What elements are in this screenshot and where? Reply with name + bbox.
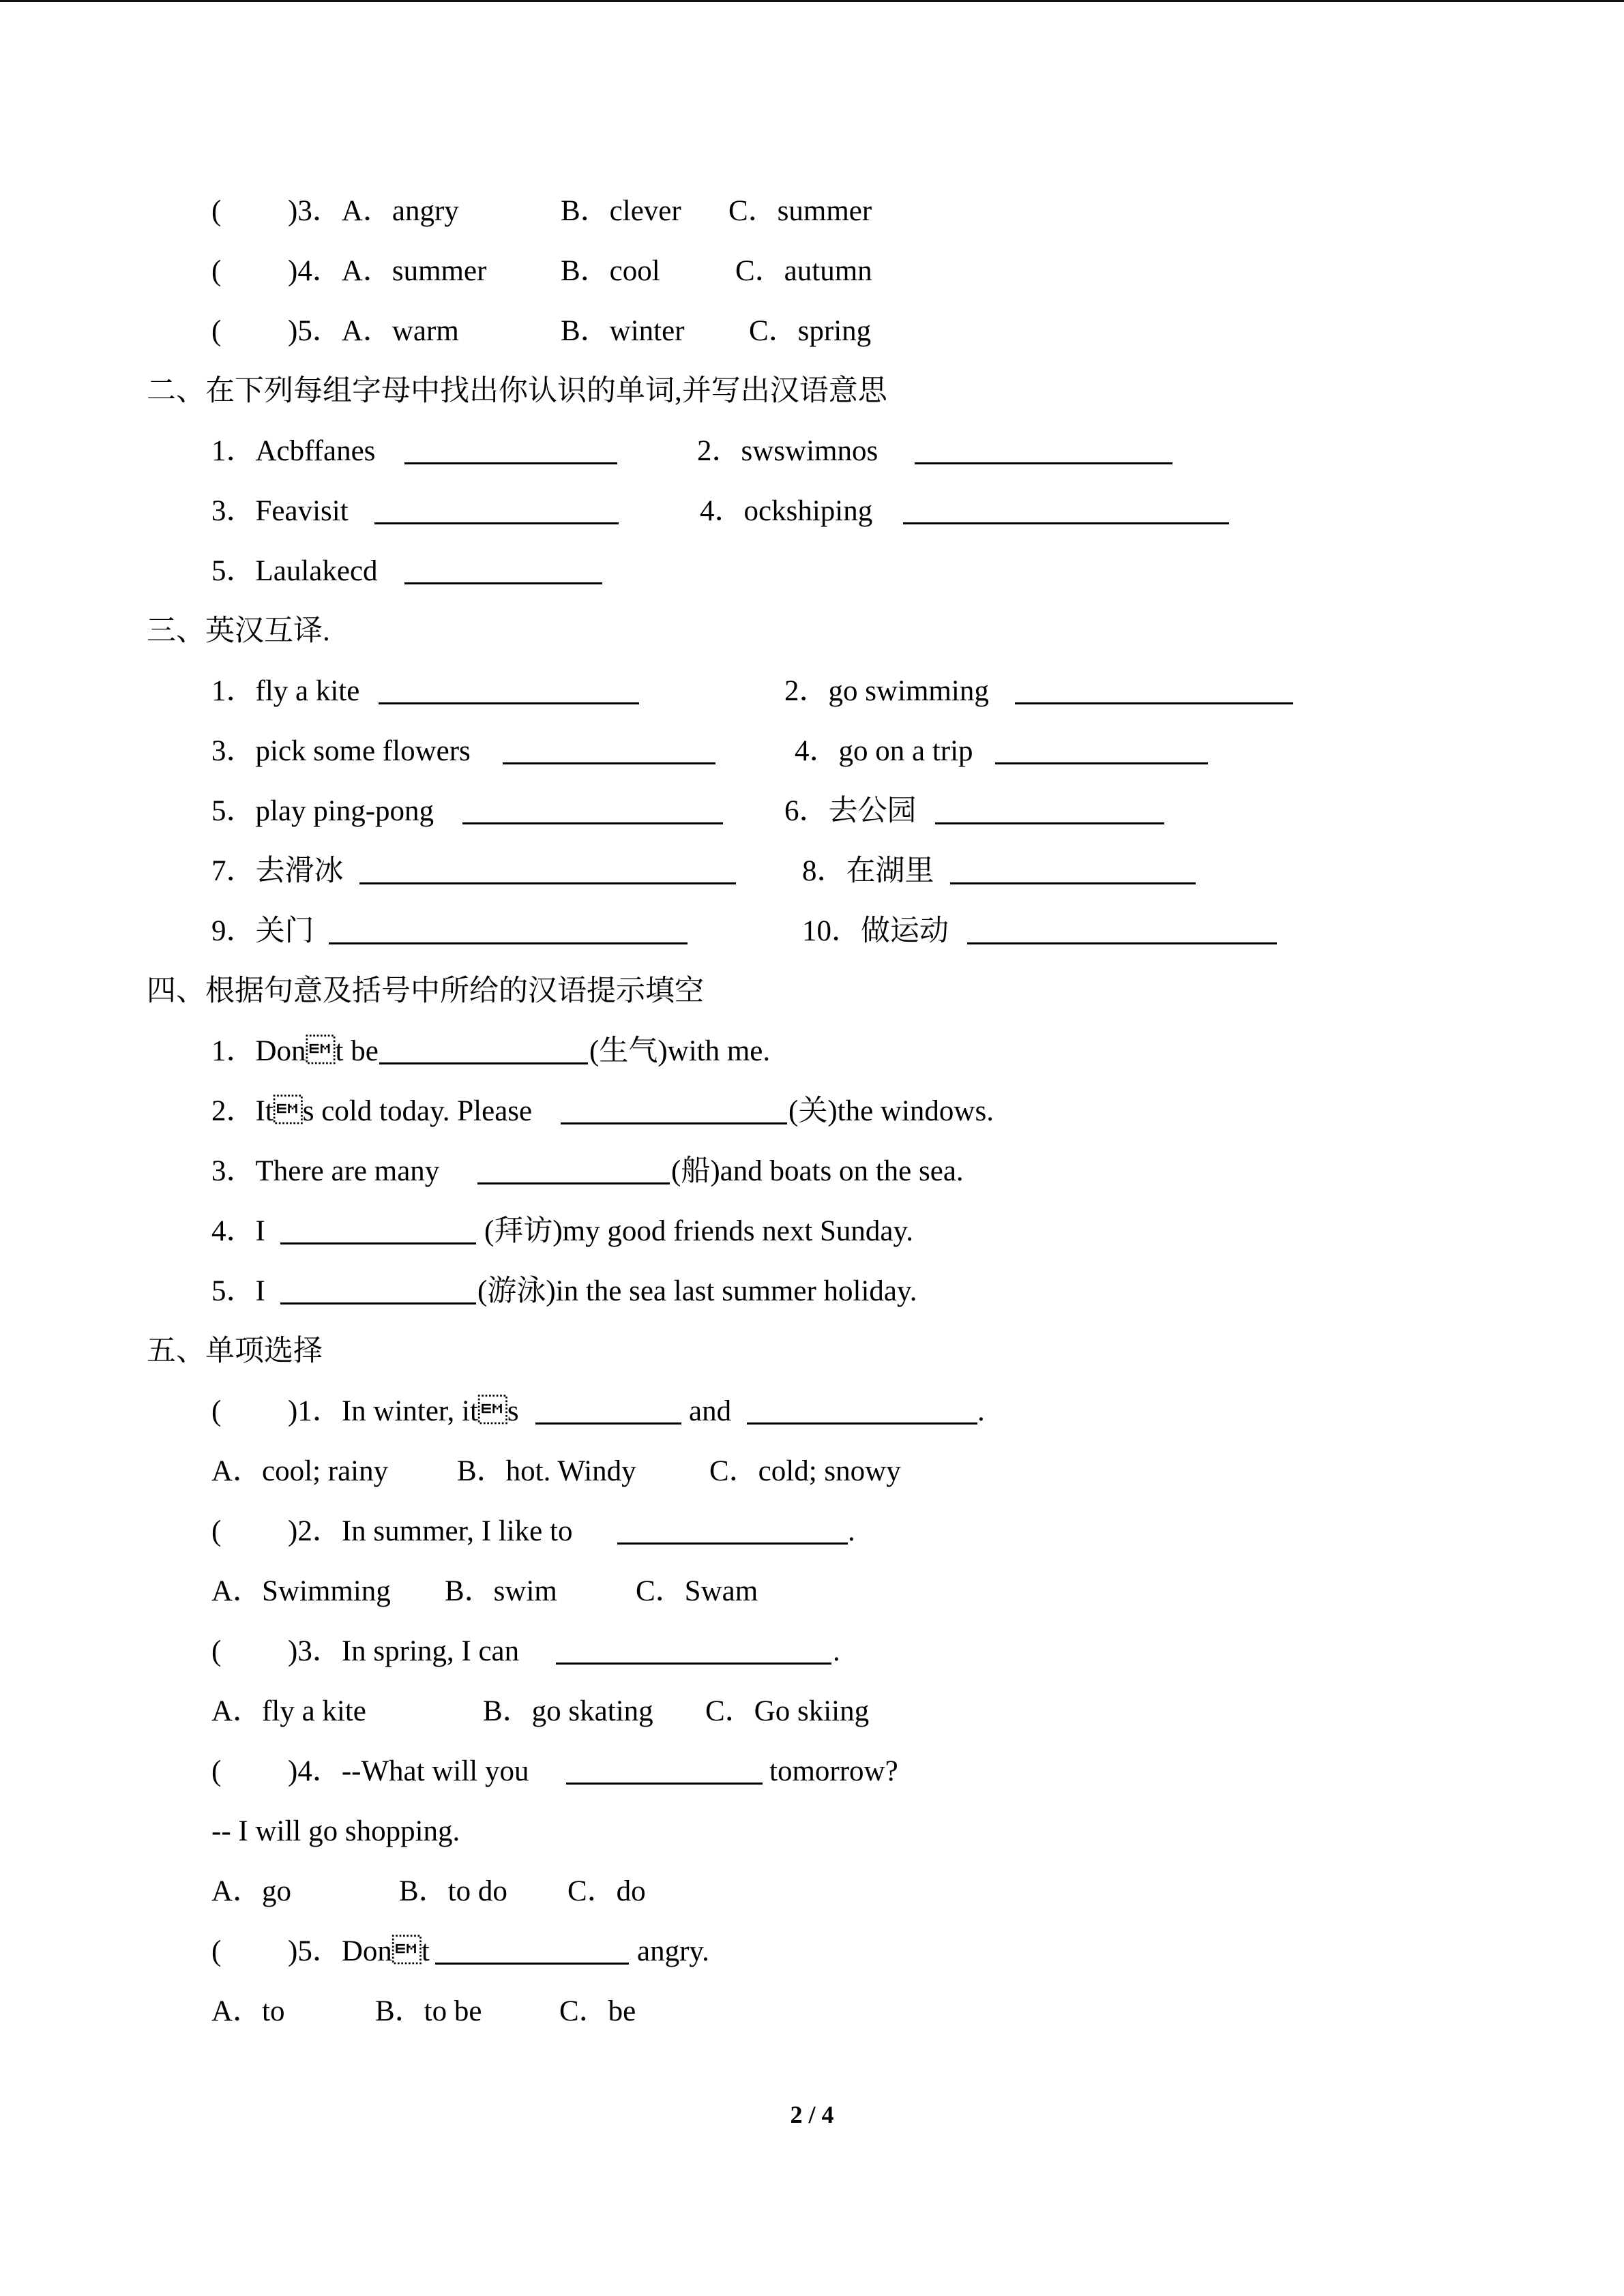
line-text-after-blank: (拜访)my good friends next Sunday.	[484, 1215, 913, 1247]
line-text: -- I will go shopping.	[211, 1815, 460, 1847]
line-text: 二、在下列每组字母中找出你认识的单词,并写出汉语意思	[147, 375, 887, 407]
line-text: (	[211, 255, 222, 287]
answer-blank[interactable]	[967, 915, 1277, 944]
line-text: B．clever	[561, 195, 681, 227]
answer-blank[interactable]	[374, 495, 619, 524]
line-text: 3．There are many	[211, 1155, 440, 1187]
line-text: (	[211, 1635, 222, 1667]
answer-blank[interactable]	[404, 555, 602, 584]
line-text: )5．A．warm	[288, 315, 459, 347]
line-text: C．Go skiing	[705, 1695, 870, 1727]
answer-blank[interactable]	[535, 1395, 681, 1425]
line-text: 3．pick some flowers	[211, 735, 471, 767]
line-text: 三、英汉互译.	[147, 615, 330, 647]
line-text: 10．做运动	[802, 915, 949, 947]
line-text: C．autumn	[735, 255, 872, 287]
line-text: 2．Its cold today. Please	[211, 1095, 533, 1127]
answer-blank[interactable]	[477, 1155, 670, 1184]
answer-blank[interactable]	[915, 435, 1172, 464]
line-text: 1．fly a kite	[211, 675, 360, 707]
line-text: )5．Dont	[288, 1935, 430, 1967]
line-text: C．Swam	[636, 1575, 758, 1607]
answer-blank[interactable]	[329, 915, 688, 944]
line-text: (	[211, 1515, 222, 1547]
line-text: 5．Laulakecd	[211, 555, 378, 587]
line-text: )2．In summer, I like to	[288, 1515, 573, 1547]
answer-blank[interactable]	[1015, 675, 1293, 704]
line-text: )3．A．angry	[288, 195, 459, 227]
answer-blank[interactable]	[556, 1635, 831, 1665]
line-text: and	[689, 1395, 732, 1427]
line-text: 4．I	[211, 1215, 265, 1247]
line-text: 2．swswimnos	[697, 435, 879, 467]
answer-blank[interactable]	[995, 735, 1208, 764]
line-text: 5．I	[211, 1275, 265, 1307]
line-text: (	[211, 1755, 222, 1787]
line-text: B．hot. Windy	[457, 1455, 636, 1487]
line-text: 9．关门	[211, 915, 314, 947]
line-text: (	[211, 1395, 222, 1427]
line-text: B．swim	[445, 1575, 557, 1607]
line-text: A．Swimming	[211, 1575, 391, 1607]
line-text: )3．In spring, I can	[288, 1635, 520, 1667]
answer-blank[interactable]	[280, 1275, 476, 1304]
line-text: (	[211, 195, 222, 227]
line-text: A．fly a kite	[211, 1695, 366, 1727]
line-text-after-blank: (船)and boats on the sea.	[671, 1155, 964, 1187]
line-text: (	[211, 1935, 222, 1967]
line-text-after-blank: (关)the windows.	[788, 1095, 994, 1127]
line-text: angry.	[637, 1935, 709, 1967]
answer-blank[interactable]	[435, 1935, 629, 1965]
answer-blank[interactable]	[404, 435, 617, 464]
line-text: A．cool; rainy	[211, 1455, 389, 1487]
answer-blank[interactable]	[935, 795, 1164, 824]
line-text: B．to do	[399, 1875, 507, 1907]
line-text-after-blank: (生气)with me.	[589, 1035, 771, 1067]
line-text: C．be	[559, 1995, 636, 2027]
line-text-after-blank: .	[848, 1515, 855, 1547]
answer-blank[interactable]	[280, 1215, 476, 1244]
line-text-after-blank: .	[977, 1395, 985, 1427]
line-text: A．to	[211, 1995, 285, 2027]
line-text: 1．Dont be	[211, 1035, 379, 1067]
answer-blank[interactable]	[379, 675, 639, 704]
line-text: 4．go on a trip	[795, 735, 973, 767]
line-text: 1．Acbffanes	[211, 435, 376, 467]
answer-blank[interactable]	[462, 795, 723, 824]
line-text: B．winter	[561, 315, 685, 347]
line-text-after-blank: .	[833, 1635, 840, 1667]
line-text: (	[211, 315, 222, 347]
answer-blank[interactable]	[617, 1515, 848, 1545]
line-text: )4．--What will you	[288, 1755, 529, 1787]
line-text: A．go	[211, 1875, 292, 1907]
answer-blank[interactable]	[566, 1755, 763, 1785]
line-text: tomorrow?	[769, 1755, 898, 1787]
line-text: 五、单项选择	[147, 1335, 323, 1367]
line-text: 5．play ping-pong	[211, 795, 434, 827]
line-text: C．spring	[749, 315, 872, 347]
answer-blank[interactable]	[503, 735, 715, 764]
line-text: C．cold; snowy	[709, 1455, 901, 1487]
page-number: 2 / 4	[790, 2101, 834, 2128]
answer-blank[interactable]	[950, 855, 1196, 884]
line-text: 4．ockshiping	[700, 495, 873, 527]
line-text: C．do	[567, 1875, 646, 1907]
line-text: 2．go swimming	[784, 675, 989, 707]
line-text: 四、根据句意及括号中所给的汉语提示填空	[147, 975, 704, 1007]
answer-blank[interactable]	[379, 1035, 588, 1064]
line-text: C．summer	[728, 195, 872, 227]
line-text: 7．去滑冰	[211, 855, 344, 887]
line-text: )1．In winter, its	[288, 1395, 519, 1427]
page-top-border	[0, 0, 1624, 2]
line-text: B．to be	[375, 1995, 482, 2027]
answer-blank[interactable]	[359, 855, 736, 884]
line-text: B．cool	[561, 255, 660, 287]
line-text: B．go skating	[483, 1695, 653, 1727]
line-text: 6．去公园	[784, 795, 917, 827]
line-text: )4．A．summer	[288, 255, 487, 287]
answer-blank[interactable]	[903, 495, 1229, 524]
answer-blank[interactable]	[747, 1395, 977, 1425]
answer-blank[interactable]	[561, 1095, 787, 1124]
line-text-after-blank: (游泳)in the sea last summer holiday.	[477, 1275, 917, 1307]
line-text: 8．在湖里	[802, 855, 934, 887]
line-text: 3．Feavisit	[211, 495, 349, 527]
